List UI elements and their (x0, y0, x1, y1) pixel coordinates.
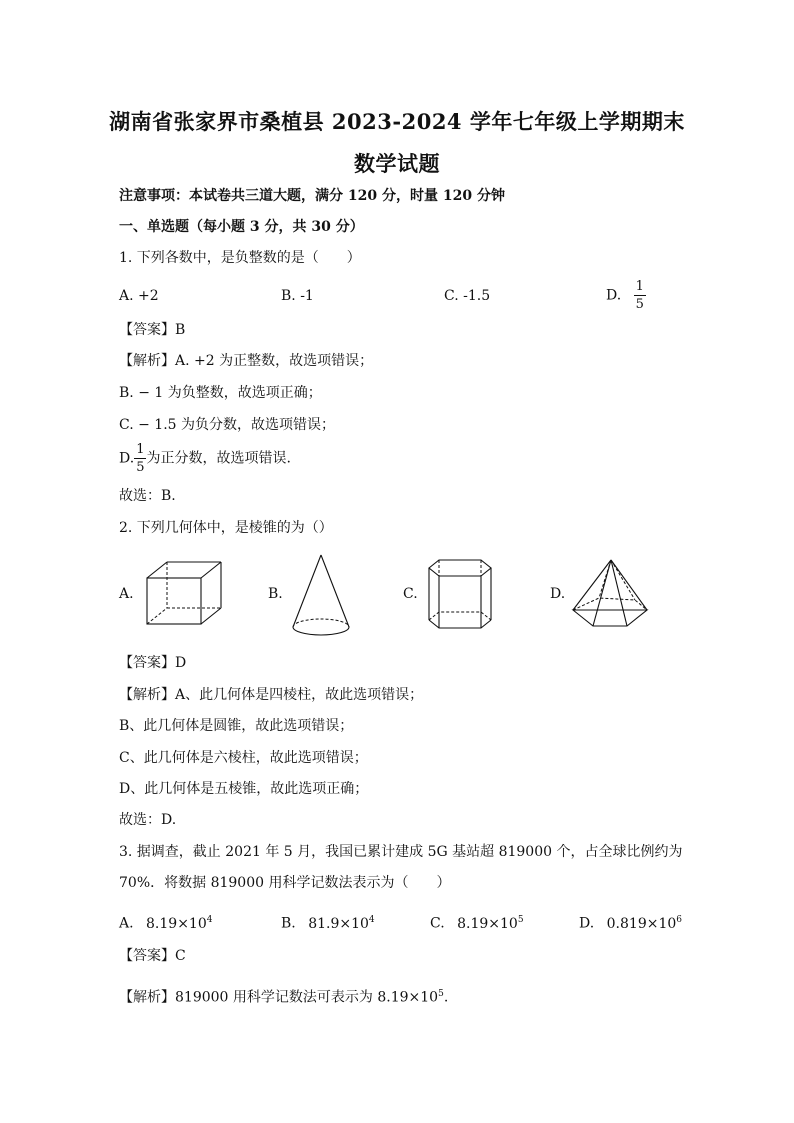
q3-option-a (119, 910, 212, 934)
fraction-numerator: 1 (136, 442, 145, 457)
q2-option-c-label: C. (403, 586, 418, 602)
q2-option-a-label: A. (119, 586, 134, 602)
q3-analysis (119, 984, 448, 1008)
question-1-stem: 1. 下列各数中，是负整数的是（ ） (119, 250, 361, 266)
q3-option-value: 8.19×10 (146, 915, 207, 932)
cone-icon (290, 553, 352, 637)
q2-analysis-line: B、此几何体是圆锥，故此选项错误； (119, 718, 354, 734)
q3-option-value: 0.819×10 (606, 915, 677, 932)
fraction-denominator: 5 (635, 297, 644, 312)
q3-option-d (579, 910, 682, 934)
q3-analysis-text: 【解析】819000 用科学记数法可表示为 (119, 989, 373, 1006)
q1-analysis-line: B. − 1 为负整数，故选项正确； (119, 385, 322, 401)
q3-option-exponent: 5 (517, 915, 524, 925)
q1-option-c: C. -1.5 (444, 288, 491, 304)
q2-analysis-line: D、此几何体是五棱锥，故此选项正确； (119, 781, 369, 797)
q3-option-exponent: 6 (676, 915, 682, 925)
notice-text: 注意事项：本试卷共三道大题，满分 120 分，时量 120 分钟 (119, 188, 505, 204)
q3-option-value: 81.9×10 (308, 915, 369, 932)
q1-option-b: B. -1 (281, 288, 314, 304)
q1-option-d (606, 280, 646, 311)
question-3-stem: 3. 据调查，截止 2021 年 5 月，我国已累计建成 5G 基站超 819000 个，占全球比例约为 (119, 844, 683, 860)
q3-option-label: C. (430, 915, 445, 932)
page-subtitle: 数学试题 (354, 151, 440, 176)
q1-analysis-d-text: 为正分数，故选项错误. (146, 450, 291, 467)
q1-analysis-line: 【解析】A. +2 为正整数，故选项错误； (119, 353, 374, 369)
q3-option-value: 8.19×10 (457, 915, 518, 932)
q3-option-b (281, 910, 375, 934)
question-3-stem-cont: 70%．将数据 819000 用科学记数法表示为（ ） (119, 875, 451, 891)
q3-option-label: A. (119, 915, 134, 932)
q2-analysis-line: C、此几何体是六棱柱，故此选项错误； (119, 750, 368, 766)
q1-analysis-line-d (119, 443, 291, 474)
page-title: 湖南省张家界市桑植县 2023-2024 学年七年级上学期期末 (109, 109, 685, 134)
fraction (634, 280, 646, 311)
q1-option-a: A. +2 (119, 288, 159, 304)
q3-option-label: D. (579, 915, 595, 932)
q3-option-exponent: 4 (206, 915, 213, 925)
q1-analysis-d-prefix: D. (119, 450, 135, 467)
fraction-denominator: 5 (136, 460, 145, 475)
question-2-stem: 2. 下列几何体中，是棱锥的为（） (119, 520, 333, 536)
q3-analysis-exponent: 5 (438, 989, 444, 999)
q2-conclusion: 故选：D. (119, 812, 177, 828)
cube-icon (143, 560, 223, 630)
fraction (134, 443, 146, 474)
q1-option-d-label: D. (606, 287, 622, 304)
q2-option-d-label: D. (550, 586, 566, 602)
q3-option-c (430, 910, 524, 934)
q2-option-b-label: B. (268, 586, 283, 602)
fraction-numerator: 1 (635, 279, 644, 294)
q1-answer: 【答案】B (119, 322, 186, 338)
q3-option-label: B. (281, 915, 296, 932)
hexagonal-prism-icon (425, 558, 493, 632)
q1-analysis-line: C. − 1.5 为负分数，故选项错误； (119, 417, 336, 433)
pentagonal-pyramid-icon (571, 558, 649, 630)
q3-answer: 【答案】C (119, 948, 186, 964)
q3-option-exponent: 4 (368, 915, 375, 925)
section-heading: 一、单选题（每小题 3 分，共 30 分） (119, 219, 364, 235)
q1-conclusion: 故选：B. (119, 488, 176, 504)
q2-answer: 【答案】D (119, 655, 187, 671)
q2-analysis-line: 【解析】A、此几何体是四棱柱，故此选项错误； (119, 687, 424, 703)
q3-analysis-value: 8.19×10 (377, 989, 439, 1006)
q3-analysis-end: . (443, 989, 449, 1006)
